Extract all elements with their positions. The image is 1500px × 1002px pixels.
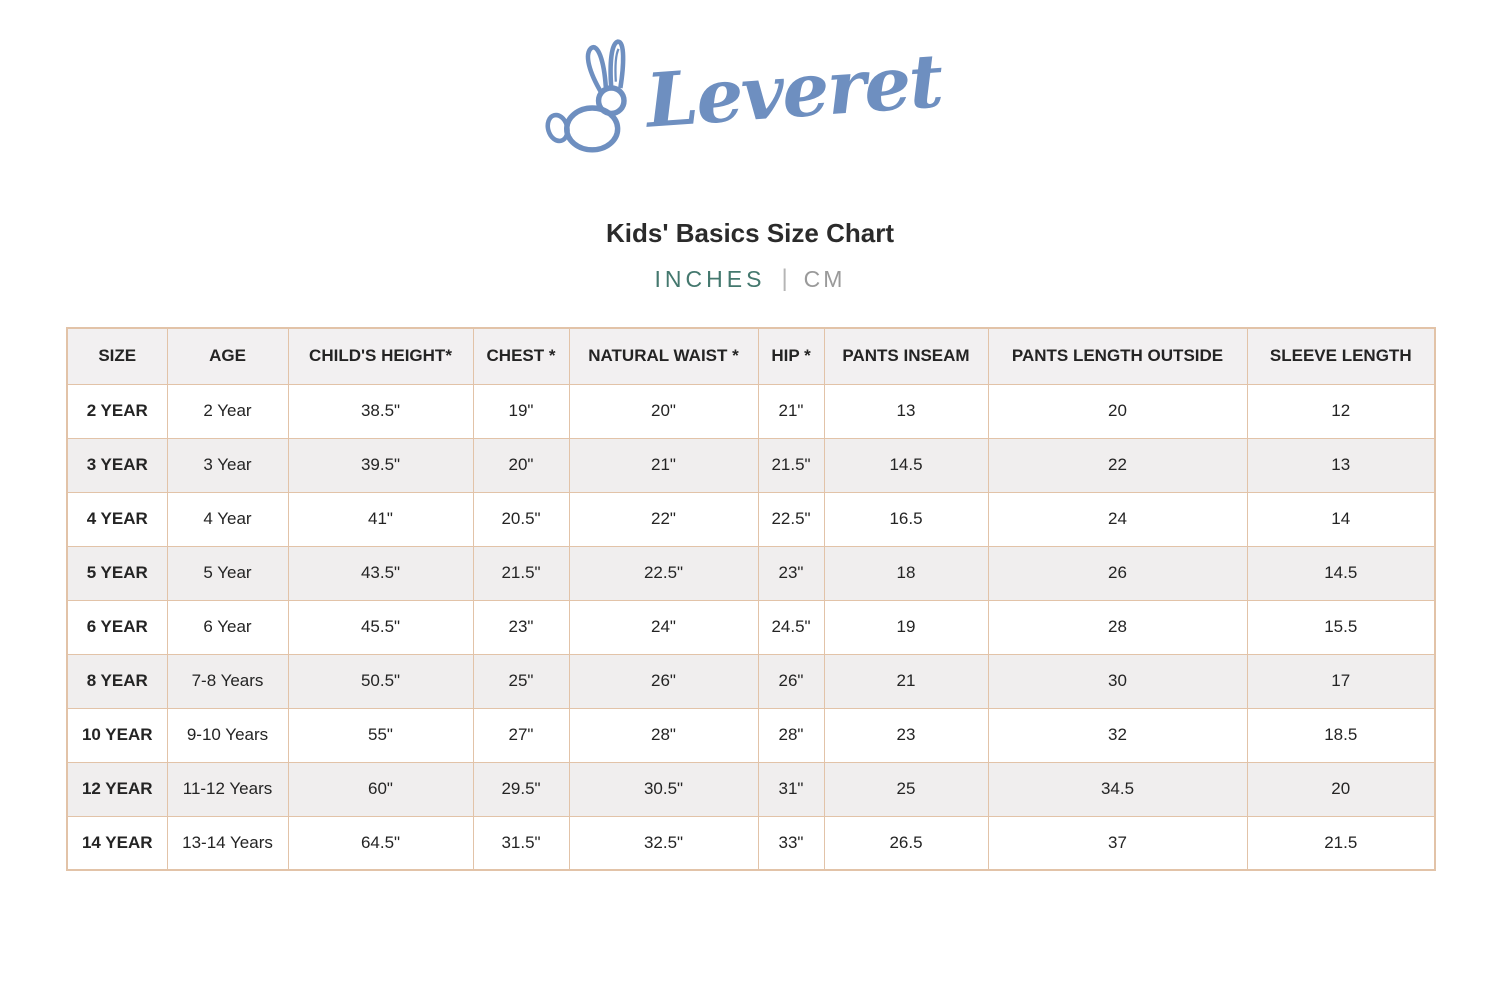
column-header: CHILD'S HEIGHT* (288, 328, 473, 384)
table-cell: 11-12 Years (167, 762, 288, 816)
table-cell: 64.5" (288, 816, 473, 870)
table-cell: 7-8 Years (167, 654, 288, 708)
table-cell: 13-14 Years (167, 816, 288, 870)
table-row (67, 762, 1435, 816)
table-cell: 21" (569, 438, 758, 492)
table-cell: 24.5" (758, 600, 824, 654)
table-cell: 50.5" (288, 654, 473, 708)
table-cell: 20 (1247, 762, 1435, 816)
table-cell: 21.5 (1247, 816, 1435, 870)
table-cell: 29.5" (473, 762, 569, 816)
table-cell: 16.5 (824, 492, 988, 546)
table-cell: 27" (473, 708, 569, 762)
table-row (67, 816, 1435, 870)
table-row (67, 600, 1435, 654)
table-row (67, 492, 1435, 546)
table-cell: 9-10 Years (167, 708, 288, 762)
table-cell: 19 (824, 600, 988, 654)
table-cell: 3 Year (167, 438, 288, 492)
table-cell: 21.5" (758, 438, 824, 492)
table-cell: 39.5" (288, 438, 473, 492)
table-row (67, 708, 1435, 762)
table-cell: 31.5" (473, 816, 569, 870)
table-cell: 4 YEAR (67, 492, 167, 546)
table-cell: 14.5 (824, 438, 988, 492)
table-cell: 45.5" (288, 600, 473, 654)
unit-toggle (0, 265, 1500, 293)
table-cell: 3 YEAR (67, 438, 167, 492)
page-title: Kids' Basics Size Chart (606, 218, 894, 248)
table-cell: 26.5 (824, 816, 988, 870)
column-header: PANTS INSEAM (824, 328, 988, 384)
table-cell: 26 (988, 546, 1247, 600)
table-cell: 28 (988, 600, 1247, 654)
table-cell: 17 (1247, 654, 1435, 708)
table-cell: 37 (988, 816, 1247, 870)
table-cell: 32 (988, 708, 1247, 762)
table-cell: 21" (758, 384, 824, 438)
table-cell: 28" (569, 708, 758, 762)
table-cell: 25 (824, 762, 988, 816)
table-cell: 19" (473, 384, 569, 438)
table-cell: 22.5" (569, 546, 758, 600)
table-cell: 23" (473, 600, 569, 654)
column-header: SLEEVE LENGTH (1247, 328, 1435, 384)
table-row (67, 384, 1435, 438)
table-cell: 6 Year (167, 600, 288, 654)
table-cell: 24" (569, 600, 758, 654)
table-cell: 20" (569, 384, 758, 438)
column-header: PANTS LENGTH OUTSIDE (988, 328, 1247, 384)
unit-cm-button[interactable]: CM (803, 265, 846, 292)
table-cell: 13 (824, 384, 988, 438)
table-cell: 34.5 (988, 762, 1247, 816)
header-row (67, 328, 1435, 384)
unit-inches-button[interactable]: INCHES (654, 265, 766, 292)
table-cell: 14.5 (1247, 546, 1435, 600)
table-cell: 6 YEAR (67, 600, 167, 654)
table-cell: 13 (1247, 438, 1435, 492)
table-cell: 20" (473, 438, 569, 492)
table-cell: 30 (988, 654, 1247, 708)
table-cell: 23 (824, 708, 988, 762)
table-cell: 5 YEAR (67, 546, 167, 600)
column-header: AGE (167, 328, 288, 384)
table-cell: 26" (569, 654, 758, 708)
size-chart-table (66, 327, 1436, 871)
table-cell: 43.5" (288, 546, 473, 600)
table-cell: 20 (988, 384, 1247, 438)
table-cell: 14 (1247, 492, 1435, 546)
table-cell: 30.5" (569, 762, 758, 816)
table-cell: 8 YEAR (67, 654, 167, 708)
table-cell: 28" (758, 708, 824, 762)
column-header: NATURAL WAIST * (569, 328, 758, 384)
table-cell: 60" (288, 762, 473, 816)
table-cell: 4 Year (167, 492, 288, 546)
column-header: CHEST * (473, 328, 569, 384)
table-cell: 18.5 (1247, 708, 1435, 762)
table-cell: 32.5" (569, 816, 758, 870)
table-cell: 14 YEAR (67, 816, 167, 870)
table-cell: 26" (758, 654, 824, 708)
table-cell: 25" (473, 654, 569, 708)
table-cell: 12 (1247, 384, 1435, 438)
page (0, 16, 1500, 871)
table-cell: 22" (569, 492, 758, 546)
table-cell: 21.5" (473, 546, 569, 600)
table-cell: 22 (988, 438, 1247, 492)
brand-wordmark: Leveret (643, 38, 945, 145)
table-cell: 31" (758, 762, 824, 816)
table-cell: 24 (988, 492, 1247, 546)
table-cell: 38.5" (288, 384, 473, 438)
column-header: HIP * (758, 328, 824, 384)
table-cell: 55" (288, 708, 473, 762)
table-cell: 33" (758, 816, 824, 870)
table-cell: 23" (758, 546, 824, 600)
table-cell: 10 YEAR (67, 708, 167, 762)
table-cell: 22.5" (758, 492, 824, 546)
table-row (67, 546, 1435, 600)
unit-separator: | (781, 265, 788, 292)
table-cell: 21 (824, 654, 988, 708)
column-header: SIZE (67, 328, 167, 384)
table-cell: 18 (824, 546, 988, 600)
table-cell: 20.5" (473, 492, 569, 546)
table-header (67, 328, 1435, 384)
table-cell: 5 Year (167, 546, 288, 600)
table-cell: 12 YEAR (67, 762, 167, 816)
table-row (67, 438, 1435, 492)
table-cell: 15.5 (1247, 600, 1435, 654)
table-cell: 2 Year (167, 384, 288, 438)
table-cell: 41" (288, 492, 473, 546)
table-cell: 2 YEAR (67, 384, 167, 438)
table-row (67, 654, 1435, 708)
table-body (67, 384, 1435, 870)
brand-logo (0, 16, 1500, 166)
bunny-icon (544, 20, 644, 162)
